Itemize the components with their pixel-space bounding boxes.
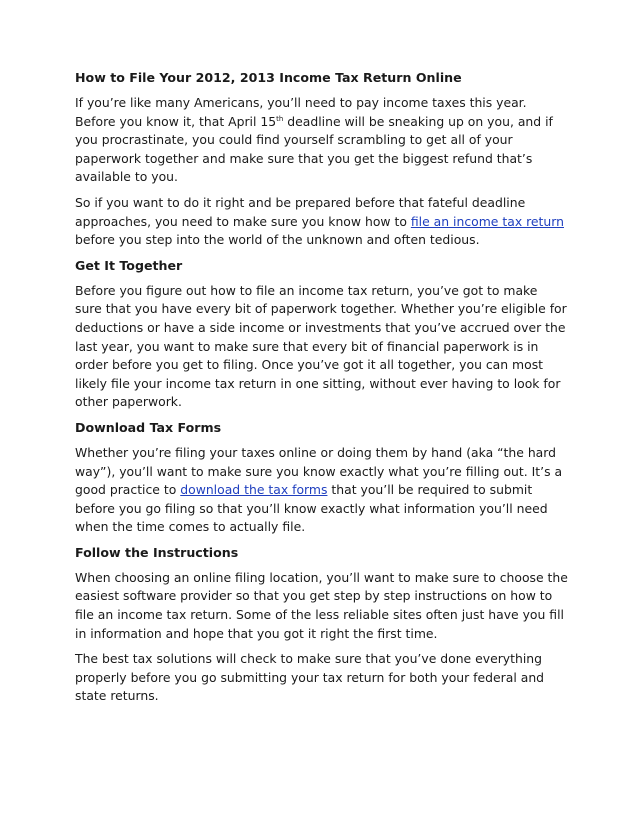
download-tax-forms-paragraph bbox=[75, 444, 568, 537]
intro-paragraph-1 bbox=[75, 94, 568, 187]
follow-instructions-paragraph-2: The best tax solutions will check to make sure that you’ve done everything properly before you go submitting your tax return for both your federal and state returns. bbox=[75, 651, 545, 704]
section-heading-download-tax-forms: Download Tax Forms bbox=[75, 419, 222, 435]
intro-text-1a: If you’re like many Americans, you’ll need to pay income taxes this year. Before you know it, that April 15 bbox=[75, 95, 527, 129]
article-body bbox=[75, 69, 568, 706]
follow-instructions-paragraph-1: When choosing an online filing location, you’ll want to make sure to choose the easiest software provider so that you get step by step instructions on how to file an income tax return. Some of the less reliable sites often just have you fill in information and hope that you got it right the first time. bbox=[75, 569, 568, 641]
intro-paragraph-2 bbox=[75, 194, 568, 250]
ordinal-superscript: th bbox=[276, 114, 284, 123]
article-title: How to File Your 2012, 2013 Income Tax Return Online bbox=[75, 70, 462, 85]
section-heading-get-it-together: Get It Together bbox=[75, 257, 183, 273]
file-income-tax-return-link[interactable]: file an income tax return bbox=[410, 213, 564, 229]
intro-text-1b: deadline will be sneaking up on you, and if you procrastinate, you could find yourself scrambling to get all of your paperwork together and make sure that you get the biggest refund that’s available to you. bbox=[75, 113, 553, 185]
section-heading-follow-instructions: Follow the Instructions bbox=[75, 544, 239, 560]
get-it-together-paragraph: Before you figure out how to file an income tax return, you’ve got to make sure that you have every bit of paperwork together. Whether you’re eligible for deductions or have a side income or investments that you’ve accrued over the last year, you want to make sure that every bit of financial paperwork is in order before you get to filing. Once you’ve got it all together, you can most likely file your income tax return in one sitting, without ever having to look for other paperwork. bbox=[75, 282, 567, 410]
download-tax-forms-link[interactable]: download the tax forms bbox=[180, 482, 328, 498]
forms-text-a: Whether you’re filing your taxes online or doing them by hand (aka “the hard way”), you’ll want to make sure you know exactly what you’re filling out. It’s a good practice to bbox=[75, 444, 563, 498]
forms-text-b: that you’ll be required to submit before you go filing so that you’ll know exactly what information you’ll need when the time comes to actually file. bbox=[75, 482, 548, 535]
intro-text-2b: before you step into the world of the unknown and often tedious. bbox=[75, 232, 480, 248]
intro-text-2a: So if you want to do it right and be prepared before that fateful deadline approaches, you need to make sure you know how to bbox=[75, 194, 526, 229]
